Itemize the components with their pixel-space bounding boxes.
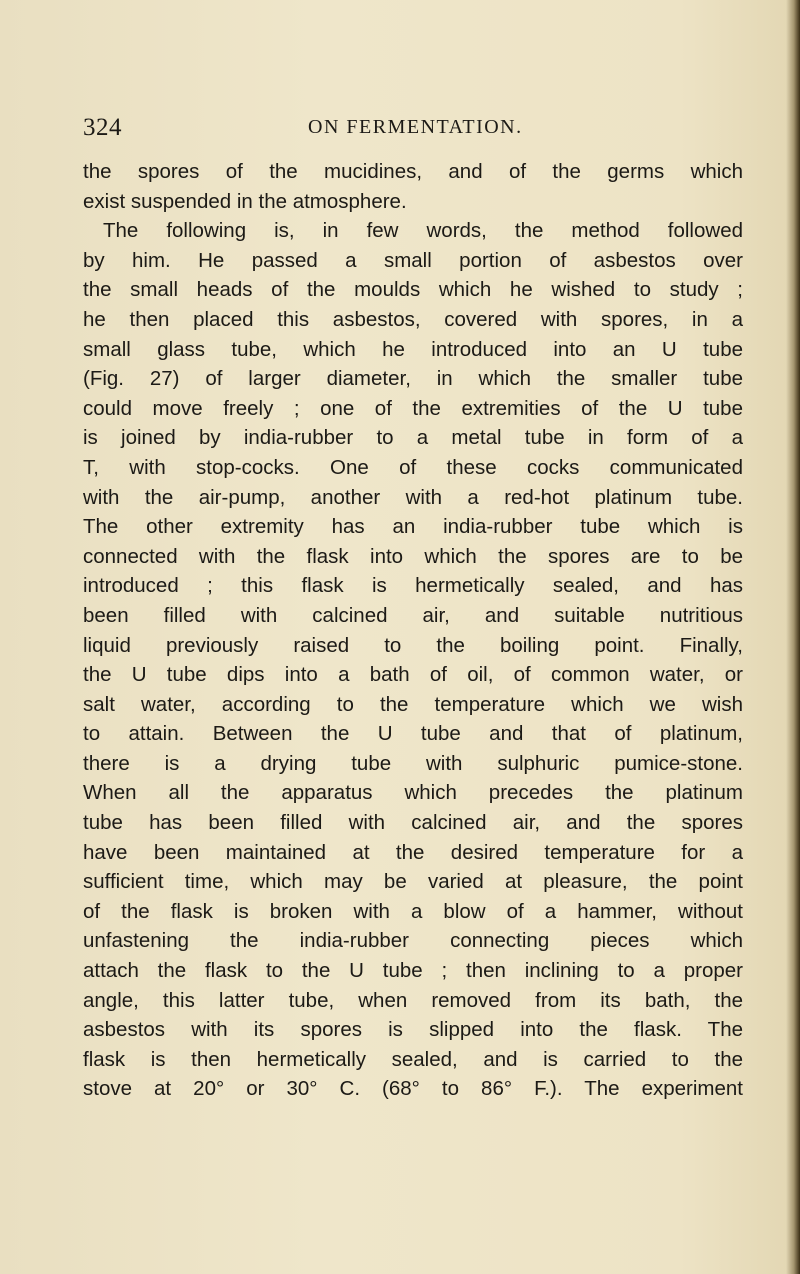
text-line: introduced ; this flask is hermetically sealed, and has xyxy=(83,574,743,598)
text-line: by him. He passed a small portion of asbestos over xyxy=(83,248,743,272)
text-line: unfastening the india-rubber connecting pieces which xyxy=(83,929,743,953)
text-line: angle, this latter tube, when removed from its bath, the xyxy=(83,988,743,1012)
text-line: When all the apparatus which precedes the platinum xyxy=(83,781,743,805)
text-line: have been maintained at the desired temperature for a xyxy=(83,840,743,864)
running-title: ON FERMENTATION. xyxy=(308,116,523,138)
text-line: stove at 20° or 30° C. (68° to 86° F.). The experiment xyxy=(83,1077,743,1101)
text-line: the small heads of the moulds which he wished to study ; xyxy=(83,278,743,302)
text-line: liquid previously raised to the boiling point. Finally, xyxy=(83,633,743,657)
text-line: of the flask is broken with a blow of a hammer, without xyxy=(83,899,743,923)
running-head xyxy=(83,114,753,150)
text-line: to attain. Between the U tube and that of platinum, xyxy=(83,722,743,746)
text-line: attach the flask to the U tube ; then inclining to a proper xyxy=(83,959,743,983)
text-line: T, with stop-cocks. One of these cocks communicated xyxy=(83,455,743,479)
text-line: he then placed this asbestos, covered with spores, in a xyxy=(83,307,743,331)
text-line: flask is then hermetically sealed, and is carried to the xyxy=(83,1047,743,1071)
text-line: could move freely ; one of the extremities of the U tube xyxy=(83,396,743,420)
text-line: with the air-pump, another with a red-hot platinum tube. xyxy=(83,485,743,509)
text-line: small glass tube, which he introduced into an U tube xyxy=(83,337,743,361)
text-line: The following is, in few words, the method followed xyxy=(103,219,743,243)
body-text xyxy=(83,157,743,1104)
text-line: asbestos with its spores is slipped into the flask. The xyxy=(83,1018,743,1042)
page-edge-shadow xyxy=(786,0,800,1274)
text-line: salt water, according to the temperature which we wish xyxy=(83,692,743,716)
text-line: is joined by india-rubber to a metal tube in form of a xyxy=(83,426,743,450)
text-line: (Fig. 27) of larger diameter, in which the smaller tube xyxy=(83,367,743,391)
text-line: been filled with calcined air, and suitable nutritious xyxy=(83,603,743,627)
text-line: connected with the flask into which the spores are to be xyxy=(83,544,743,568)
text-line: exist suspended in the atmosphere. xyxy=(83,189,407,213)
text-line: tube has been filled with calcined air, and the spores xyxy=(83,811,743,835)
text-line: there is a drying tube with sulphuric pumice-stone. xyxy=(83,751,743,775)
text-line: the U tube dips into a bath of oil, of common water, or xyxy=(83,663,743,687)
text-line: sufficient time, which may be varied at pleasure, the point xyxy=(83,870,743,894)
text-line: the spores of the mucidines, and of the germs which xyxy=(83,160,743,183)
text-line: The other extremity has an india-rubber tube which is xyxy=(83,515,743,539)
page-number: 324 xyxy=(83,114,122,141)
